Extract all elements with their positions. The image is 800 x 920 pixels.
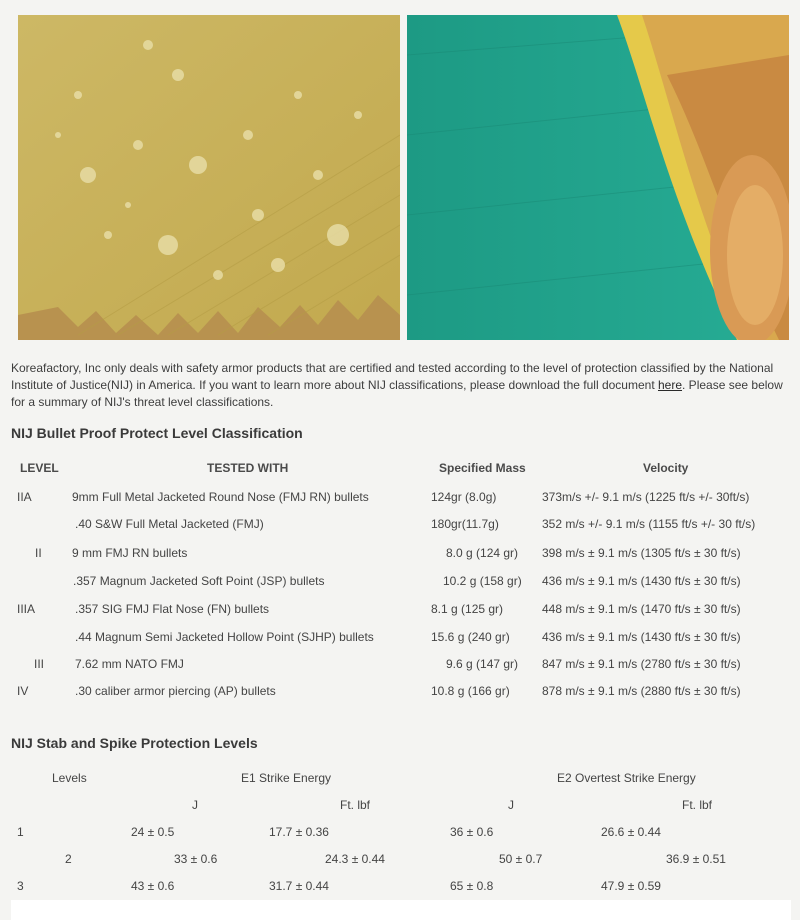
bottom-panel <box>11 900 791 920</box>
cell-e1-j: 24 ± 0.5 <box>131 825 175 839</box>
cell-velocity: 436 m/s ± 9.1 m/s (1430 ft/s ± 30 ft/s) <box>542 630 741 644</box>
cell-velocity: 398 m/s ± 9.1 m/s (1305 ft/s ± 30 ft/s) <box>542 546 741 560</box>
cell-level: IV <box>17 684 29 698</box>
cell-tested-with: 7.62 mm NATO FMJ <box>75 657 184 671</box>
cell-mass: 8.1 g (125 gr) <box>431 602 504 616</box>
cell-level: II <box>35 546 42 560</box>
cell-level: 2 <box>65 852 72 866</box>
header-specified-mass: Specified Mass <box>439 461 526 475</box>
header-e1-strike-energy: E1 Strike Energy <box>241 771 332 785</box>
yellow-fabric-image <box>18 15 400 340</box>
bullet-section-title: NIJ Bullet Proof Protect Level Classification <box>11 425 303 441</box>
green-fabric-image <box>407 15 789 340</box>
cell-tested-with: .40 S&W Full Metal Jacketed (FMJ) <box>75 517 264 531</box>
cell-tested-with: 9 mm FMJ RN bullets <box>72 546 188 560</box>
cell-e1-j: 43 ± 0.6 <box>131 879 175 893</box>
cell-e1-j: 33 ± 0.6 <box>174 852 218 866</box>
header-e2-overtest-energy: E2 Overtest Strike Energy <box>557 771 696 785</box>
cell-level: 3 <box>17 879 24 893</box>
cell-e2-ftlbf: 47.9 ± 0.59 <box>601 879 661 893</box>
header-tested-with: TESTED WITH <box>207 461 289 475</box>
cell-mass: 9.6 g (147 gr) <box>446 657 519 671</box>
cell-e1-ftlbf: 24.3 ± 0.44 <box>325 852 385 866</box>
cell-tested-with: .30 caliber armor piercing (AP) bullets <box>75 684 276 698</box>
cell-velocity: 436 m/s ± 9.1 m/s (1430 ft/s ± 30 ft/s) <box>542 574 741 588</box>
cell-e1-ftlbf: 17.7 ± 0.36 <box>269 825 329 839</box>
header-level: LEVEL <box>20 461 59 475</box>
cell-e2-j: 65 ± 0.8 <box>450 879 494 893</box>
cell-mass: 124gr (8.0g) <box>431 490 497 504</box>
cell-velocity: 448 m/s ± 9.1 m/s (1470 ft/s ± 30 ft/s) <box>542 602 741 616</box>
cell-velocity: 878 m/s ± 9.1 m/s (2880 ft/s ± 30 ft/s) <box>542 684 741 698</box>
unit-e2-j: J <box>508 798 514 812</box>
cell-mass: 8.0 g (124 gr) <box>446 546 519 560</box>
cell-velocity: 847 m/s ± 9.1 m/s (2780 ft/s ± 30 ft/s) <box>542 657 741 671</box>
unit-e2-ftlbf: Ft. lbf <box>682 798 713 812</box>
header-velocity: Velocity <box>643 461 689 475</box>
header-levels: Levels <box>52 771 87 785</box>
cell-level: IIA <box>17 490 32 504</box>
cell-mass: 10.8 g (166 gr) <box>431 684 510 698</box>
download-document-link[interactable]: here <box>657 378 683 392</box>
unit-e1-ftlbf: Ft. lbf <box>340 798 371 812</box>
yellow-fabric-photo <box>18 15 400 340</box>
green-fabric-roll-photo <box>407 15 789 340</box>
unit-e1-j: J <box>192 798 198 812</box>
cell-mass: 15.6 g (240 gr) <box>431 630 510 644</box>
cell-level: IIIA <box>17 602 36 616</box>
cell-level: 1 <box>17 825 24 839</box>
cell-e2-ftlbf: 26.6 ± 0.44 <box>601 825 661 839</box>
intro-text: Koreafactory, Inc only deals with safety armor products that are certified and tested according to the level of protection classified by the National Institute of Justice(NIJ) in America. If you want to learn more about NIJ classifications, please download the full document <box>11 361 774 392</box>
cell-tested-with: .357 Magnum Jacketed Soft Point (JSP) bullets <box>73 574 325 588</box>
cell-tested-with: .357 SIG FMJ Flat Nose (FN) bullets <box>75 602 270 616</box>
cell-mass: 180gr(11.7g) <box>431 517 499 531</box>
cell-mass: 10.2 g (158 gr) <box>443 574 522 588</box>
cell-e2-ftlbf: 36.9 ± 0.51 <box>666 852 726 866</box>
cell-velocity: 352 m/s +/- 9.1 m/s (1155 ft/s +/- 30 ft/s) <box>542 517 756 531</box>
cell-e2-j: 36 ± 0.6 <box>450 825 494 839</box>
cell-level: III <box>34 657 45 671</box>
cell-velocity: 373m/s +/- 9.1 m/s (1225 ft/s +/- 30ft/s) <box>542 490 750 504</box>
cell-e2-j: 50 ± 0.7 <box>499 852 543 866</box>
intro-text-end: . Please see below for a summary of NIJ's threat level classifications. <box>11 378 783 409</box>
cell-tested-with: .44 Magnum Semi Jacketed Hollow Point (SJHP) bullets <box>75 630 374 644</box>
stab-section-title: NIJ Stab and Spike Protection Levels <box>11 735 258 751</box>
intro-paragraph <box>11 360 791 411</box>
cell-e1-ftlbf: 31.7 ± 0.44 <box>269 879 329 893</box>
cell-tested-with: 9mm Full Metal Jacketed Round Nose (FMJ RN) bullets <box>72 490 369 504</box>
